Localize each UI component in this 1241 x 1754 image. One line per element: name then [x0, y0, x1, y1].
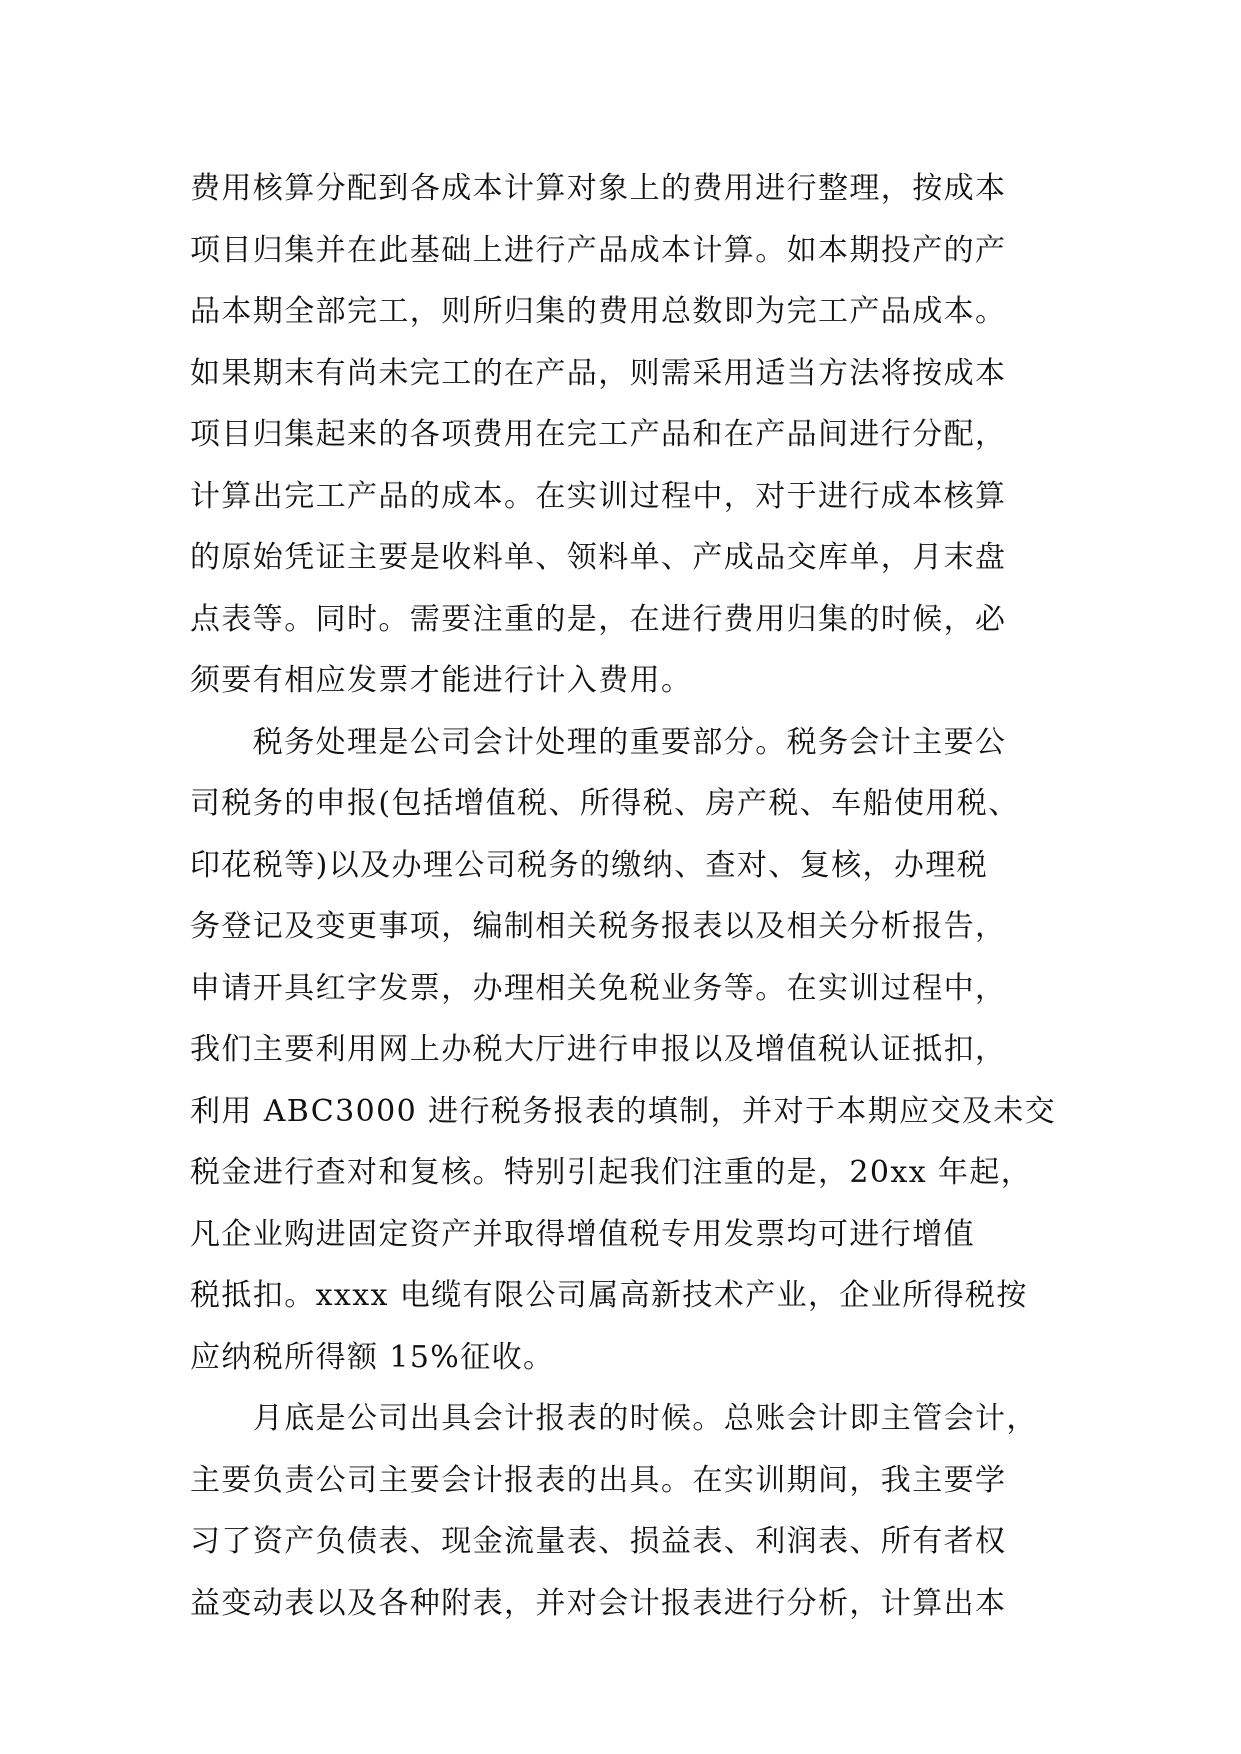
text-line: 习了资产负债表、现金流量表、损益表、利润表、所有者权: [190, 1524, 1007, 1559]
text-line: 利用 ABC3000 进行税务报表的填制，并对于本期应交及未交: [190, 1093, 1057, 1129]
text-line: 月底是公司出具会计报表的时候。总账会计即主管会计，: [190, 1401, 1038, 1436]
text-line: 品本期全部完工，则所归集的费用总数即为完工产品成本。: [190, 294, 1007, 329]
text-line: 益变动表以及各种附表，并对会计报表进行分析，计算出本: [190, 1585, 1007, 1621]
text-line: 税抵扣。xxxx 电缆有限公司属高新技术产业，企业所得税按: [190, 1278, 1028, 1313]
text-line: 项目归集起来的各项费用在完工产品和在产品间进行分配，: [190, 417, 1007, 452]
text-line: 印花税等)以及办理公司税务的缴纳、查对、复核，办理税: [190, 847, 989, 883]
text-line: 应纳税所得额 15%征收。: [190, 1339, 555, 1375]
body-text: [190, 158, 1070, 1634]
text-line: 凡企业购进固定资产并取得增值税专用发票均可进行增值: [190, 1216, 975, 1252]
text-line: 主要负责公司主要会计报表的出具。在实训期间，我主要学: [190, 1462, 1007, 1498]
text-line: 如果期末有尚未完工的在产品，则需采用适当方法将按成本: [190, 355, 1007, 391]
text-line: 申请开具红字发票，办理相关免税业务等。在实训过程中，: [190, 970, 1007, 1006]
text-line: 税务处理是公司会计处理的重要部分。税务会计主要公: [190, 724, 1007, 760]
text-line: 司税务的申报(包括增值税、所得税、房产税、车船使用税、: [190, 786, 1020, 821]
text-line: 计算出完工产品的成本。在实训过程中，对于进行成本核算: [190, 478, 1007, 514]
text-line: 须要有相应发票才能进行计入费用。: [190, 663, 693, 698]
text-line: 点表等。同时。需要注重的是，在进行费用归集的时候，必: [190, 601, 1007, 637]
text-line: 项目归集并在此基础上进行产品成本计算。如本期投产的产: [190, 232, 1007, 268]
text-line: 费用核算分配到各成本计算对象上的费用进行整理，按成本: [190, 171, 1007, 206]
text-line: 务登记及变更事项，编制相关税务报表以及相关分析报告，: [190, 909, 1007, 944]
text-line: 的原始凭证主要是收料单、领料单、产成品交库单，月末盘: [190, 540, 1007, 575]
text-line: 我们主要利用网上办税大厅进行申报以及增值税认证抵扣，: [190, 1032, 1007, 1067]
text-line: 税金进行查对和复核。特别引起我们注重的是，20xx 年起，: [190, 1155, 1033, 1190]
